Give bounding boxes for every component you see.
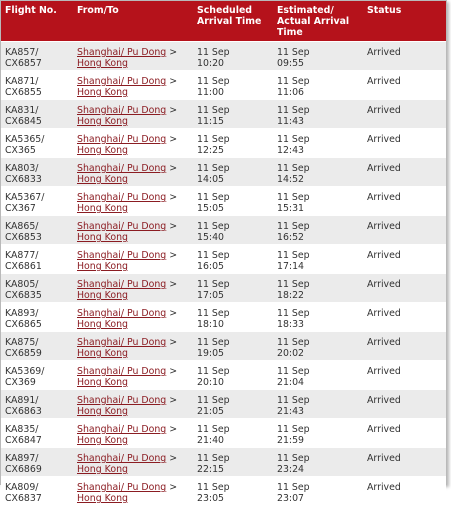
flight-number-cell bbox=[1, 158, 73, 187]
estimated-arrival-cell bbox=[273, 332, 363, 361]
scheduled-arrival-cell bbox=[193, 332, 273, 361]
route-cell bbox=[73, 245, 193, 274]
flight-number-primary: KA803/ bbox=[5, 163, 71, 174]
flight-number-codeshare: CX6865 bbox=[5, 319, 71, 330]
flight-number-cell bbox=[1, 216, 73, 245]
flight-number-codeshare: CX6833 bbox=[5, 174, 71, 185]
scheduled-time: 21:40 bbox=[197, 435, 271, 446]
flight-number-cell bbox=[1, 100, 73, 129]
status-cell bbox=[363, 303, 446, 332]
status-text: Arrived bbox=[367, 105, 444, 116]
scheduled-date: 11 Sep bbox=[197, 308, 271, 319]
status-text: Arrived bbox=[367, 279, 444, 290]
scheduled-date: 11 Sep bbox=[197, 250, 271, 261]
status-text: Arrived bbox=[367, 47, 444, 58]
estimated-arrival-cell bbox=[273, 477, 363, 505]
flight-number-primary: KA891/ bbox=[5, 395, 71, 406]
destination-link[interactable]: Hong Kong bbox=[77, 406, 128, 417]
destination-link[interactable]: Hong Kong bbox=[77, 232, 128, 243]
scheduled-time: 18:10 bbox=[197, 319, 271, 330]
destination-link[interactable]: Hong Kong bbox=[77, 261, 128, 272]
status-text: Arrived bbox=[367, 163, 444, 174]
status-cell bbox=[363, 274, 446, 303]
flight-number-codeshare: CX6869 bbox=[5, 464, 71, 475]
route-separator: > bbox=[169, 105, 177, 116]
origin-link[interactable]: Shanghai/ Pu Dong bbox=[77, 308, 166, 319]
destination-link[interactable]: Hong Kong bbox=[77, 464, 128, 475]
estimated-date: 11 Sep bbox=[277, 76, 361, 87]
scheduled-date: 11 Sep bbox=[197, 221, 271, 232]
origin-link[interactable]: Shanghai/ Pu Dong bbox=[77, 76, 166, 87]
header-from-to: From/To bbox=[73, 1, 193, 42]
scheduled-date: 11 Sep bbox=[197, 482, 271, 493]
header-scheduled-arrival: Scheduled Arrival Time bbox=[193, 1, 273, 42]
destination-link[interactable]: Hong Kong bbox=[77, 58, 128, 69]
table-row bbox=[1, 361, 446, 390]
estimated-date: 11 Sep bbox=[277, 250, 361, 261]
origin-link[interactable]: Shanghai/ Pu Dong bbox=[77, 395, 166, 406]
estimated-time: 14:52 bbox=[277, 174, 361, 185]
route-separator: > bbox=[169, 395, 177, 406]
route-cell bbox=[73, 274, 193, 303]
origin-link[interactable]: Shanghai/ Pu Dong bbox=[77, 279, 166, 290]
status-text: Arrived bbox=[367, 76, 444, 87]
estimated-arrival-cell bbox=[273, 361, 363, 390]
flight-number-primary: KA871/ bbox=[5, 76, 71, 87]
destination-link[interactable]: Hong Kong bbox=[77, 319, 128, 330]
flight-number-cell bbox=[1, 129, 73, 158]
table-row bbox=[1, 245, 446, 274]
origin-link[interactable]: Shanghai/ Pu Dong bbox=[77, 134, 166, 145]
scheduled-arrival-cell bbox=[193, 361, 273, 390]
route-cell bbox=[73, 100, 193, 129]
table-header bbox=[1, 1, 446, 42]
flight-number-codeshare: CX6853 bbox=[5, 232, 71, 243]
scheduled-arrival-cell bbox=[193, 158, 273, 187]
status-cell bbox=[363, 42, 446, 71]
scheduled-time: 15:40 bbox=[197, 232, 271, 243]
origin-link[interactable]: Shanghai/ Pu Dong bbox=[77, 337, 166, 348]
origin-link[interactable]: Shanghai/ Pu Dong bbox=[77, 163, 166, 174]
flight-number-primary: KA865/ bbox=[5, 221, 71, 232]
estimated-date: 11 Sep bbox=[277, 192, 361, 203]
flight-number-cell bbox=[1, 419, 73, 448]
route-separator: > bbox=[169, 308, 177, 319]
scheduled-date: 11 Sep bbox=[197, 337, 271, 348]
status-cell bbox=[363, 71, 446, 100]
estimated-date: 11 Sep bbox=[277, 366, 361, 377]
route-cell bbox=[73, 129, 193, 158]
flight-number-primary: KA857/ bbox=[5, 47, 71, 58]
scheduled-date: 11 Sep bbox=[197, 279, 271, 290]
destination-link[interactable]: Hong Kong bbox=[77, 116, 128, 127]
scheduled-arrival-cell bbox=[193, 390, 273, 419]
estimated-date: 11 Sep bbox=[277, 134, 361, 145]
status-cell bbox=[363, 158, 446, 187]
scheduled-time: 11:00 bbox=[197, 87, 271, 98]
estimated-time: 18:33 bbox=[277, 319, 361, 330]
route-separator: > bbox=[169, 221, 177, 232]
flight-number-primary: KA875/ bbox=[5, 337, 71, 348]
status-text: Arrived bbox=[367, 395, 444, 406]
estimated-date: 11 Sep bbox=[277, 453, 361, 464]
scheduled-date: 11 Sep bbox=[197, 76, 271, 87]
destination-link[interactable]: Hong Kong bbox=[77, 348, 128, 359]
route-cell bbox=[73, 332, 193, 361]
scheduled-date: 11 Sep bbox=[197, 163, 271, 174]
status-text: Arrived bbox=[367, 134, 444, 145]
status-cell bbox=[363, 419, 446, 448]
origin-link[interactable]: Shanghai/ Pu Dong bbox=[77, 453, 166, 464]
estimated-arrival-cell bbox=[273, 42, 363, 71]
flight-number-primary: KA5365/ bbox=[5, 134, 71, 145]
status-cell bbox=[363, 129, 446, 158]
estimated-date: 11 Sep bbox=[277, 163, 361, 174]
origin-link[interactable]: Shanghai/ Pu Dong bbox=[77, 192, 166, 203]
flight-number-primary: KA835/ bbox=[5, 424, 71, 435]
route-separator: > bbox=[169, 163, 177, 174]
flight-number-cell bbox=[1, 303, 73, 332]
status-cell bbox=[363, 361, 446, 390]
origin-link[interactable]: Shanghai/ Pu Dong bbox=[77, 47, 166, 58]
flight-number-codeshare: CX6837 bbox=[5, 493, 71, 504]
route-separator: > bbox=[169, 337, 177, 348]
estimated-time: 12:43 bbox=[277, 145, 361, 156]
flight-number-primary: KA831/ bbox=[5, 105, 71, 116]
status-cell bbox=[363, 100, 446, 129]
route-separator: > bbox=[169, 453, 177, 464]
status-text: Arrived bbox=[367, 192, 444, 203]
origin-link[interactable]: Shanghai/ Pu Dong bbox=[77, 424, 166, 435]
flight-number-primary: KA897/ bbox=[5, 453, 71, 464]
route-separator: > bbox=[169, 279, 177, 290]
table-row bbox=[1, 42, 446, 71]
scheduled-arrival-cell bbox=[193, 216, 273, 245]
estimated-time: 23:07 bbox=[277, 493, 361, 504]
scheduled-date: 11 Sep bbox=[197, 424, 271, 435]
scheduled-arrival-cell bbox=[193, 42, 273, 71]
scheduled-time: 21:05 bbox=[197, 406, 271, 417]
scheduled-arrival-cell bbox=[193, 187, 273, 216]
scheduled-time: 11:15 bbox=[197, 116, 271, 127]
scheduled-time: 15:05 bbox=[197, 203, 271, 214]
flight-number-primary: KA805/ bbox=[5, 279, 71, 290]
estimated-arrival-cell bbox=[273, 303, 363, 332]
estimated-arrival-cell bbox=[273, 274, 363, 303]
status-text: Arrived bbox=[367, 250, 444, 261]
table-row bbox=[1, 390, 446, 419]
status-text: Arrived bbox=[367, 424, 444, 435]
table-row bbox=[1, 332, 446, 361]
estimated-date: 11 Sep bbox=[277, 308, 361, 319]
estimated-arrival-cell bbox=[273, 129, 363, 158]
route-cell bbox=[73, 187, 193, 216]
header-estimated-actual-arrival: Estimated/ Actual Arrival Time bbox=[273, 1, 363, 42]
estimated-arrival-cell bbox=[273, 390, 363, 419]
flight-number-cell bbox=[1, 42, 73, 71]
scheduled-arrival-cell bbox=[193, 448, 273, 477]
route-separator: > bbox=[169, 134, 177, 145]
scheduled-date: 11 Sep bbox=[197, 134, 271, 145]
status-cell bbox=[363, 187, 446, 216]
destination-link[interactable]: Hong Kong bbox=[77, 435, 128, 446]
estimated-arrival-cell bbox=[273, 158, 363, 187]
flight-number-codeshare: CX6835 bbox=[5, 290, 71, 301]
route-separator: > bbox=[169, 192, 177, 203]
route-cell bbox=[73, 71, 193, 100]
flight-number-cell bbox=[1, 245, 73, 274]
route-cell bbox=[73, 477, 193, 505]
flight-number-cell bbox=[1, 390, 73, 419]
estimated-time: 18:22 bbox=[277, 290, 361, 301]
estimated-date: 11 Sep bbox=[277, 105, 361, 116]
estimated-time: 15:31 bbox=[277, 203, 361, 214]
origin-link[interactable]: Shanghai/ Pu Dong bbox=[77, 366, 166, 377]
flight-number-codeshare: CX6861 bbox=[5, 261, 71, 272]
scheduled-time: 16:05 bbox=[197, 261, 271, 272]
flight-number-codeshare: CX6845 bbox=[5, 116, 71, 127]
flight-number-cell bbox=[1, 477, 73, 505]
estimated-time: 23:24 bbox=[277, 464, 361, 475]
flight-number-codeshare: CX6863 bbox=[5, 406, 71, 417]
scheduled-date: 11 Sep bbox=[197, 395, 271, 406]
scheduled-arrival-cell bbox=[193, 129, 273, 158]
estimated-arrival-cell bbox=[273, 216, 363, 245]
estimated-time: 16:52 bbox=[277, 232, 361, 243]
estimated-arrival-cell bbox=[273, 448, 363, 477]
scheduled-time: 22:15 bbox=[197, 464, 271, 475]
estimated-time: 11:43 bbox=[277, 116, 361, 127]
table-row bbox=[1, 187, 446, 216]
estimated-time: 21:59 bbox=[277, 435, 361, 446]
table-body bbox=[1, 42, 446, 505]
flight-arrivals-table bbox=[1, 1, 446, 505]
flight-number-codeshare: CX6859 bbox=[5, 348, 71, 359]
route-cell bbox=[73, 42, 193, 71]
table-row bbox=[1, 419, 446, 448]
scheduled-arrival-cell bbox=[193, 419, 273, 448]
flight-number-cell bbox=[1, 274, 73, 303]
status-text: Arrived bbox=[367, 366, 444, 377]
flight-number-cell bbox=[1, 71, 73, 100]
route-separator: > bbox=[169, 250, 177, 261]
status-cell bbox=[363, 477, 446, 505]
status-cell bbox=[363, 245, 446, 274]
status-cell bbox=[363, 390, 446, 419]
route-cell bbox=[73, 158, 193, 187]
scheduled-date: 11 Sep bbox=[197, 453, 271, 464]
scheduled-time: 23:05 bbox=[197, 493, 271, 504]
scheduled-arrival-cell bbox=[193, 477, 273, 505]
route-separator: > bbox=[169, 366, 177, 377]
destination-link[interactable]: Hong Kong bbox=[77, 290, 128, 301]
route-cell bbox=[73, 361, 193, 390]
table-row bbox=[1, 71, 446, 100]
scheduled-time: 12:25 bbox=[197, 145, 271, 156]
status-text: Arrived bbox=[367, 337, 444, 348]
status-text: Arrived bbox=[367, 308, 444, 319]
scheduled-time: 17:05 bbox=[197, 290, 271, 301]
status-text: Arrived bbox=[367, 482, 444, 493]
flight-number-codeshare: CX6847 bbox=[5, 435, 71, 446]
flight-number-primary: KA5369/ bbox=[5, 366, 71, 377]
table-row bbox=[1, 477, 446, 505]
route-cell bbox=[73, 419, 193, 448]
flight-number-primary: KA809/ bbox=[5, 482, 71, 493]
route-cell bbox=[73, 390, 193, 419]
table-row bbox=[1, 158, 446, 187]
scheduled-date: 11 Sep bbox=[197, 47, 271, 58]
scheduled-time: 20:10 bbox=[197, 377, 271, 388]
status-text: Arrived bbox=[367, 221, 444, 232]
scheduled-date: 11 Sep bbox=[197, 192, 271, 203]
route-separator: > bbox=[169, 424, 177, 435]
scheduled-arrival-cell bbox=[193, 274, 273, 303]
header-row bbox=[1, 1, 446, 42]
destination-link[interactable]: Hong Kong bbox=[77, 145, 128, 156]
destination-link[interactable]: Hong Kong bbox=[77, 203, 128, 214]
header-status: Status bbox=[363, 1, 446, 42]
destination-link[interactable]: Hong Kong bbox=[77, 493, 128, 504]
estimated-time: 09:55 bbox=[277, 58, 361, 69]
status-text: Arrived bbox=[367, 453, 444, 464]
destination-link[interactable]: Hong Kong bbox=[77, 377, 128, 388]
flight-number-primary: KA893/ bbox=[5, 308, 71, 319]
route-cell bbox=[73, 448, 193, 477]
header-flight-no: Flight No. bbox=[1, 1, 73, 42]
table-row bbox=[1, 129, 446, 158]
scheduled-time: 10:20 bbox=[197, 58, 271, 69]
flight-number-codeshare: CX6857 bbox=[5, 58, 71, 69]
flight-number-codeshare: CX365 bbox=[5, 145, 71, 156]
estimated-arrival-cell bbox=[273, 245, 363, 274]
flight-number-codeshare: CX369 bbox=[5, 377, 71, 388]
estimated-arrival-cell bbox=[273, 71, 363, 100]
flight-number-cell bbox=[1, 332, 73, 361]
scheduled-date: 11 Sep bbox=[197, 366, 271, 377]
estimated-time: 17:14 bbox=[277, 261, 361, 272]
estimated-date: 11 Sep bbox=[277, 279, 361, 290]
route-separator: > bbox=[169, 47, 177, 58]
origin-link[interactable]: Shanghai/ Pu Dong bbox=[77, 221, 166, 232]
estimated-date: 11 Sep bbox=[277, 482, 361, 493]
route-separator: > bbox=[169, 482, 177, 493]
flight-number-cell bbox=[1, 361, 73, 390]
flight-number-codeshare: CX367 bbox=[5, 203, 71, 214]
table-row bbox=[1, 303, 446, 332]
origin-link[interactable]: Shanghai/ Pu Dong bbox=[77, 250, 166, 261]
flight-number-cell bbox=[1, 187, 73, 216]
table-row bbox=[1, 216, 446, 245]
scheduled-arrival-cell bbox=[193, 100, 273, 129]
scheduled-time: 14:05 bbox=[197, 174, 271, 185]
estimated-time: 20:02 bbox=[277, 348, 361, 359]
table-row bbox=[1, 274, 446, 303]
origin-link[interactable]: Shanghai/ Pu Dong bbox=[77, 482, 166, 493]
status-cell bbox=[363, 448, 446, 477]
flight-number-primary: KA877/ bbox=[5, 250, 71, 261]
scheduled-arrival-cell bbox=[193, 245, 273, 274]
scheduled-arrival-cell bbox=[193, 303, 273, 332]
status-cell bbox=[363, 332, 446, 361]
estimated-arrival-cell bbox=[273, 187, 363, 216]
estimated-date: 11 Sep bbox=[277, 424, 361, 435]
estimated-arrival-cell bbox=[273, 419, 363, 448]
route-cell bbox=[73, 303, 193, 332]
flight-number-primary: KA5367/ bbox=[5, 192, 71, 203]
estimated-date: 11 Sep bbox=[277, 337, 361, 348]
table-row bbox=[1, 100, 446, 129]
route-separator: > bbox=[169, 76, 177, 87]
estimated-time: 21:04 bbox=[277, 377, 361, 388]
estimated-arrival-cell bbox=[273, 100, 363, 129]
estimated-time: 11:06 bbox=[277, 87, 361, 98]
destination-link[interactable]: Hong Kong bbox=[77, 174, 128, 185]
flight-number-cell bbox=[1, 448, 73, 477]
status-cell bbox=[363, 216, 446, 245]
estimated-date: 11 Sep bbox=[277, 47, 361, 58]
scheduled-date: 11 Sep bbox=[197, 105, 271, 116]
table-row bbox=[1, 448, 446, 477]
estimated-time: 21:43 bbox=[277, 406, 361, 417]
estimated-date: 11 Sep bbox=[277, 221, 361, 232]
estimated-date: 11 Sep bbox=[277, 395, 361, 406]
origin-link[interactable]: Shanghai/ Pu Dong bbox=[77, 105, 166, 116]
destination-link[interactable]: Hong Kong bbox=[77, 87, 128, 98]
scheduled-time: 19:05 bbox=[197, 348, 271, 359]
flight-number-codeshare: CX6855 bbox=[5, 87, 71, 98]
route-cell bbox=[73, 216, 193, 245]
scheduled-arrival-cell bbox=[193, 71, 273, 100]
